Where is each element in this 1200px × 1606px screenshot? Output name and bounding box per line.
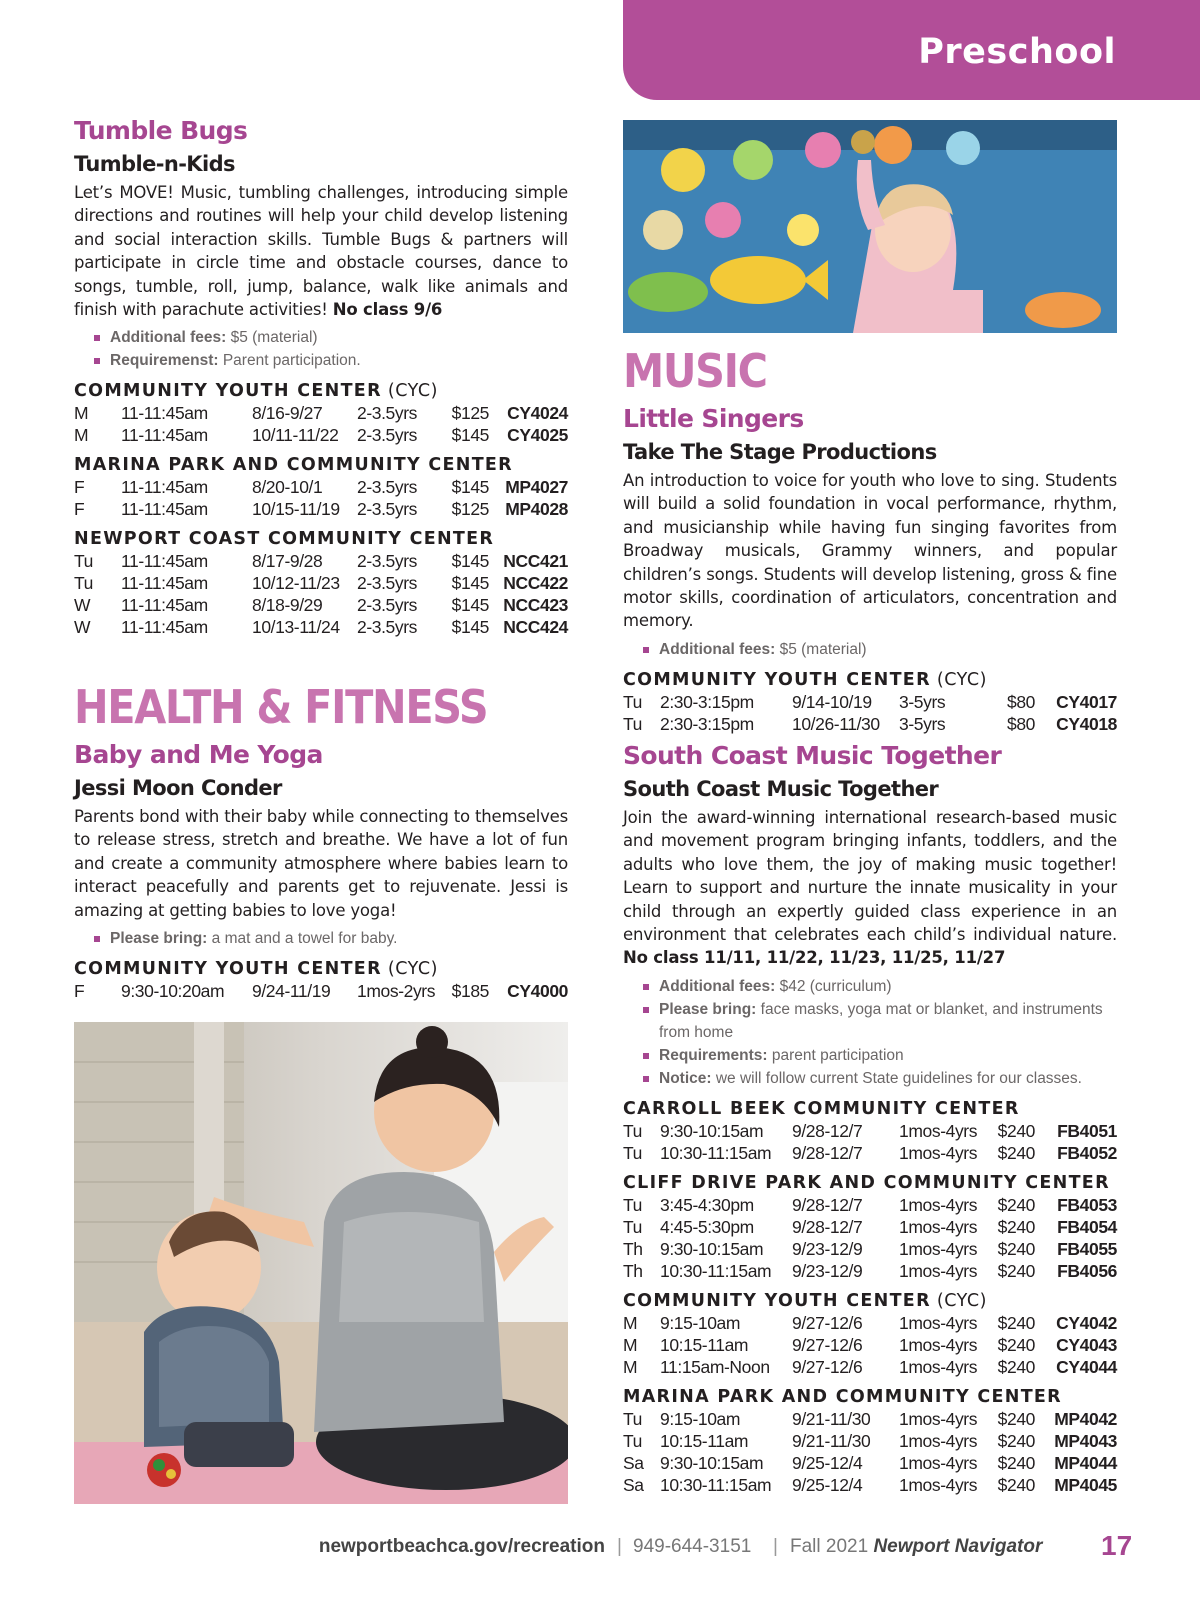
time-cell: 10:30-11:15am — [660, 1474, 772, 1495]
time-cell: 11-11:45am — [121, 477, 208, 498]
page-number: 17 — [1101, 1530, 1133, 1561]
course-code-cell[interactable]: CY4018 — [1056, 713, 1117, 734]
dates-cell: 9/25-12/4 — [792, 1474, 863, 1495]
day-cell: Th — [623, 1260, 643, 1281]
course-code-cell[interactable]: FB4055 — [1057, 1238, 1117, 1259]
schedule-row — [623, 1312, 1117, 1334]
class-title: Little Singers — [623, 404, 804, 433]
info-bullets — [92, 326, 568, 372]
location-heading: COMMUNITY YOUTH CENTER (CYC) — [74, 959, 438, 980]
schedule-group — [623, 669, 1117, 735]
dates-cell: 8/16-9/27 — [252, 403, 323, 424]
time-cell: 11-11:45am — [121, 551, 208, 572]
day-cell: F — [74, 477, 85, 498]
dates-cell: 9/24-11/19 — [252, 981, 331, 1002]
course-code-cell[interactable]: NCC424 — [503, 617, 568, 638]
course-code-cell[interactable]: MP4028 — [505, 499, 568, 520]
age-cell: 2-3.5yrs — [357, 403, 418, 424]
dates-cell: 9/21-11/30 — [792, 1408, 871, 1429]
schedule-table — [74, 980, 568, 1002]
day-cell: M — [74, 425, 89, 446]
section-tab — [623, 0, 1200, 100]
day-cell: Tu — [623, 1194, 642, 1215]
location-heading: CARROLL BEEK COMMUNITY CENTER — [623, 1098, 1020, 1119]
course-code-cell[interactable]: MP4042 — [1054, 1408, 1117, 1429]
page-footer — [0, 1532, 1200, 1562]
location-heading: COMMUNITY YOUTH CENTER (CYC) — [74, 381, 438, 402]
time-cell: 3:45-4:30pm — [660, 1194, 754, 1215]
class-description: Let’s MOVE! Music, tumbling challenges, introducing simple directions and routines will help your child develop listening and social interaction skills. Tumble Bugs & partners will participate in circle time and obstacle courses, dance to songs, tumble, roll, jump, balance, walk like animals and finish with parachute activities! No class 9/6 — [74, 183, 568, 320]
course-code-cell[interactable]: FB4054 — [1057, 1216, 1117, 1237]
course-code-cell[interactable]: CY4025 — [507, 425, 568, 446]
class-note: No class 11/11, 11/22, 11/23, 11/25, 11/27 — [623, 948, 1006, 968]
class-title: South Coast Music Together — [623, 741, 1002, 770]
fee-cell: $145 — [451, 595, 489, 616]
schedule-row — [623, 1408, 1117, 1430]
location-heading: MARINA PARK AND COMMUNITY CENTER — [623, 1386, 1062, 1407]
tumble-bugs-section — [74, 116, 568, 638]
day-cell: F — [74, 981, 85, 1002]
schedule-row — [623, 1452, 1117, 1474]
time-cell: 2:30-3:15pm — [660, 691, 754, 712]
day-cell: Tu — [623, 1142, 642, 1163]
course-code-cell[interactable]: CY4043 — [1056, 1334, 1117, 1355]
time-cell: 9:30-10:20am — [121, 981, 225, 1002]
age-cell: 3-5yrs — [899, 713, 946, 734]
schedule-row — [74, 594, 568, 616]
music-section — [623, 346, 1117, 735]
course-code-cell[interactable]: CY4042 — [1056, 1312, 1117, 1333]
dates-cell: 9/21-11/30 — [792, 1430, 871, 1451]
dates-cell: 9/28-12/7 — [792, 1194, 863, 1215]
age-cell: 1mos-4yrs — [899, 1260, 978, 1281]
time-cell: 10:30-11:15am — [660, 1260, 772, 1281]
age-cell: 1mos-4yrs — [899, 1120, 978, 1141]
dates-cell: 8/18-9/29 — [252, 595, 323, 616]
dates-cell: 8/20-10/1 — [252, 477, 323, 498]
age-cell: 2-3.5yrs — [357, 499, 418, 520]
info-bullet: Additional fees: $5 (material) — [92, 326, 568, 349]
footer-publication: Newport Navigator — [873, 1536, 1043, 1557]
day-cell: Tu — [623, 713, 642, 734]
course-code-cell[interactable]: NCC421 — [503, 551, 568, 572]
course-code-cell[interactable]: CY4017 — [1056, 691, 1117, 712]
schedule-row — [623, 1474, 1117, 1496]
fee-cell: $240 — [997, 1430, 1035, 1451]
age-cell: 2-3.5yrs — [357, 477, 418, 498]
schedule-row — [74, 980, 568, 1002]
day-cell: M — [623, 1356, 638, 1377]
fee-cell: $145 — [451, 551, 489, 572]
schedule-row — [74, 476, 568, 498]
fee-cell: $240 — [997, 1334, 1035, 1355]
health-fitness-section — [74, 682, 568, 1002]
schedule-table — [74, 476, 568, 520]
course-code-cell[interactable]: FB4052 — [1057, 1142, 1117, 1163]
dates-cell: 10/26-11/30 — [792, 713, 880, 734]
footer-separator: | — [773, 1536, 778, 1557]
day-cell: W — [74, 595, 91, 616]
time-cell: 11-11:45am — [121, 425, 208, 446]
course-code-cell[interactable]: FB4053 — [1057, 1194, 1117, 1215]
footer-phone: 949-644-3151 — [633, 1536, 752, 1557]
section-heading: MUSIC — [623, 344, 767, 398]
fee-cell: $240 — [997, 1408, 1035, 1429]
fee-cell: $125 — [451, 499, 489, 520]
schedule-group — [623, 1098, 1117, 1496]
fee-cell: $125 — [451, 403, 489, 424]
schedule-row — [74, 402, 568, 424]
fee-cell: $240 — [997, 1194, 1035, 1215]
info-bullet: Please bring: a mat and a towel for baby. — [92, 927, 568, 950]
schedule-row — [74, 424, 568, 446]
info-bullet: Additional fees: $5 (material) — [641, 638, 1117, 661]
dates-cell: 10/15-11/19 — [252, 499, 340, 520]
course-code-cell[interactable]: FB4056 — [1057, 1260, 1117, 1281]
day-cell: Tu — [623, 1430, 642, 1451]
age-cell: 1mos-4yrs — [899, 1194, 978, 1215]
location-heading: MARINA PARK AND COMMUNITY CENTER — [74, 455, 513, 476]
location-heading: CLIFF DRIVE PARK AND COMMUNITY CENTER — [623, 1172, 1110, 1193]
location-heading: COMMUNITY YOUTH CENTER (CYC) — [623, 669, 987, 690]
schedule-table — [74, 402, 568, 446]
info-bullets — [641, 975, 1117, 1090]
fee-cell: $80 — [1007, 691, 1035, 712]
location-heading: COMMUNITY YOUTH CENTER (CYC) — [623, 1290, 987, 1311]
schedule-row — [74, 616, 568, 638]
schedule-row — [623, 1334, 1117, 1356]
schedule-table — [623, 691, 1117, 735]
course-code-cell[interactable]: MP4027 — [505, 477, 568, 498]
fee-cell: $240 — [997, 1238, 1035, 1259]
age-cell: 1mos-4yrs — [899, 1216, 978, 1237]
age-cell: 1mos-4yrs — [899, 1142, 978, 1163]
age-cell: 2-3.5yrs — [357, 617, 418, 638]
dates-cell: 10/11-11/22 — [252, 425, 339, 446]
age-cell: 1mos-4yrs — [899, 1356, 978, 1377]
class-description: Parents bond with their baby while connecting to themselves to release stress, stretch and breathe. We have a lot of fun and create a community atmosphere where babies learn to interact peacefully and parents get to rejuvenate. Jessi is amazing at getting babies to love yoga! — [74, 807, 568, 920]
time-cell: 11:15am-Noon — [660, 1356, 770, 1377]
age-cell: 1mos-4yrs — [899, 1452, 978, 1473]
info-bullet: Please bring: face masks, yoga mat or blanket, and instruments from home — [641, 998, 1117, 1044]
course-code-cell[interactable]: CY4044 — [1056, 1356, 1117, 1377]
section-heading: HEALTH & FITNESS — [74, 680, 488, 734]
schedule-table — [623, 1194, 1117, 1282]
course-code-cell[interactable]: MP4043 — [1054, 1430, 1117, 1451]
dates-cell: 10/13-11/24 — [252, 617, 340, 638]
footer-season: Fall 2021 Newport Navigator — [790, 1536, 1043, 1557]
age-cell: 1mos-4yrs — [899, 1312, 978, 1333]
dates-cell: 9/27-12/6 — [792, 1312, 863, 1333]
schedule-table — [623, 1408, 1117, 1496]
info-bullet: Requiremenst: Parent participation. — [92, 349, 568, 372]
schedule-row — [623, 1216, 1117, 1238]
age-cell: 2-3.5yrs — [357, 425, 418, 446]
fee-cell: $145 — [451, 617, 489, 638]
schedule-row — [623, 1120, 1117, 1142]
section-tab-title: Preschool — [918, 32, 1116, 72]
fee-cell: $185 — [451, 981, 489, 1002]
age-cell: 1mos-4yrs — [899, 1430, 978, 1451]
age-cell: 1mos-4yrs — [899, 1474, 978, 1495]
time-cell: 9:15-10am — [660, 1408, 741, 1429]
fee-cell: $240 — [997, 1474, 1035, 1495]
dates-cell: 9/28-12/7 — [792, 1142, 863, 1163]
time-cell: 9:30-10:15am — [660, 1452, 764, 1473]
dates-cell: 8/17-9/28 — [252, 551, 323, 572]
schedule-table — [623, 1312, 1117, 1378]
class-provider: South Coast Music Together — [623, 777, 939, 801]
dates-cell: 9/27-12/6 — [792, 1356, 863, 1377]
day-cell: M — [623, 1312, 638, 1333]
class-provider: Tumble-n-Kids — [74, 152, 235, 176]
time-cell: 9:15-10am — [660, 1312, 741, 1333]
fee-cell: $145 — [451, 573, 489, 594]
fee-cell: $145 — [451, 477, 489, 498]
schedule-row — [74, 572, 568, 594]
time-cell: 11-11:45am — [121, 499, 208, 520]
fee-cell: $240 — [997, 1356, 1035, 1377]
course-code-cell[interactable]: MP4045 — [1054, 1474, 1117, 1495]
course-code-cell[interactable]: FB4051 — [1057, 1120, 1117, 1141]
fee-cell: $240 — [997, 1216, 1035, 1237]
dates-cell: 9/23-12/9 — [792, 1238, 863, 1259]
class-description: An introduction to voice for youth who love to sing. Students will build a solid foundation in vocal performance, rhythm, and musicianship while having fun singing favorites from Broadway musicals, Grammy winners, and popular children’s songs. Students will develop listening, gross & fine motor skills, coordination of articulators, concentration and memory. — [623, 471, 1117, 631]
info-bullet: Additional fees: $42 (curriculum) — [641, 975, 1117, 998]
time-cell: 11-11:45am — [121, 573, 208, 594]
schedule-table — [74, 550, 568, 638]
age-cell: 1mos-4yrs — [899, 1334, 978, 1355]
info-bullets — [641, 638, 1117, 661]
schedule-row — [74, 498, 568, 520]
fee-cell: $240 — [997, 1120, 1035, 1141]
day-cell: Sa — [623, 1452, 644, 1473]
dates-cell: 9/27-12/6 — [792, 1334, 863, 1355]
course-code-cell[interactable]: MP4044 — [1054, 1452, 1117, 1473]
time-cell: 9:30-10:15am — [660, 1238, 764, 1259]
footer-separator: | — [617, 1536, 622, 1557]
age-cell: 1mos-4yrs — [899, 1408, 978, 1429]
schedule-row — [623, 1238, 1117, 1260]
schedule-row — [623, 713, 1117, 735]
footer-url-link[interactable]: newportbeachca.gov/recreation — [318, 1536, 605, 1557]
fee-cell: $145 — [451, 425, 489, 446]
age-cell: 2-3.5yrs — [357, 573, 418, 594]
dates-cell: 9/23-12/9 — [792, 1260, 863, 1281]
day-cell: Th — [623, 1238, 643, 1259]
day-cell: Sa — [623, 1474, 644, 1495]
fee-cell: $240 — [997, 1260, 1035, 1281]
age-cell: 2-3.5yrs — [357, 595, 418, 616]
class-title: Tumble Bugs — [74, 116, 248, 145]
schedule-row — [623, 1430, 1117, 1452]
course-code-cell[interactable]: NCC422 — [503, 573, 568, 594]
day-cell: M — [623, 1334, 638, 1355]
age-cell: 1mos-2yrs — [357, 981, 436, 1002]
time-cell: 10:30-11:15am — [660, 1142, 772, 1163]
schedule-row — [74, 550, 568, 572]
day-cell: Tu — [74, 573, 93, 594]
course-code-cell[interactable]: NCC423 — [503, 595, 568, 616]
time-cell: 10:15-11am — [660, 1334, 749, 1355]
time-cell: 4:45-5:30pm — [660, 1216, 754, 1237]
time-cell: 2:30-3:15pm — [660, 713, 754, 734]
day-cell: Tu — [623, 691, 642, 712]
day-cell: Tu — [623, 1120, 642, 1141]
time-cell: 9:30-10:15am — [660, 1120, 764, 1141]
fee-cell: $240 — [997, 1452, 1035, 1473]
dates-cell: 9/28-12/7 — [792, 1216, 863, 1237]
time-cell: 11-11:45am — [121, 617, 208, 638]
schedule-row — [623, 1260, 1117, 1282]
schedule-group — [74, 380, 568, 638]
info-bullet: Notice: we will follow current State guidelines for our classes. — [641, 1067, 1117, 1090]
age-cell: 3-5yrs — [899, 691, 946, 712]
location-heading: NEWPORT COAST COMMUNITY CENTER — [74, 529, 495, 550]
course-code-cell[interactable]: CY4000 — [507, 981, 568, 1002]
class-provider: Take The Stage Productions — [623, 440, 937, 464]
dates-cell: 9/28-12/7 — [792, 1120, 863, 1141]
schedule-row — [623, 1142, 1117, 1164]
fee-cell: $240 — [997, 1142, 1035, 1163]
info-bullet: Requirements: parent participation — [641, 1044, 1117, 1067]
dates-cell: 10/12-11/23 — [252, 573, 340, 594]
time-cell: 11-11:45am — [121, 403, 208, 424]
schedule-group — [74, 958, 568, 1002]
fee-cell: $240 — [997, 1312, 1035, 1333]
time-cell: 11-11:45am — [121, 595, 208, 616]
yoga-photo — [74, 1022, 568, 1504]
info-bullets — [92, 927, 568, 950]
class-description: Join the award-winning international research-based music and movement program bringing infants, toddlers, and the adults who love them, the joy of making music together! Learn to support and nurture the innate musicality in your child through an expertly guided class experience in an environment that celebrates each child’s individual nature. No class 11/11, 11/22, 11/23, 11/25, 11/27 — [623, 808, 1117, 968]
music-photo — [623, 120, 1117, 333]
class-note: No class 9/6 — [332, 300, 443, 320]
day-cell: Tu — [623, 1408, 642, 1429]
time-cell: 10:15-11am — [660, 1430, 749, 1451]
fee-cell: $80 — [1007, 713, 1035, 734]
day-cell: F — [74, 499, 85, 520]
day-cell: W — [74, 617, 91, 638]
dates-cell: 9/14-10/19 — [792, 691, 872, 712]
day-cell: Tu — [623, 1216, 642, 1237]
music-together-section — [623, 741, 1117, 1496]
age-cell: 2-3.5yrs — [357, 551, 418, 572]
class-title: Baby and Me Yoga — [74, 740, 323, 769]
schedule-row — [623, 1194, 1117, 1216]
dates-cell: 9/25-12/4 — [792, 1452, 863, 1473]
schedule-row — [623, 1356, 1117, 1378]
schedule-table — [623, 1120, 1117, 1164]
class-provider: Jessi Moon Conder — [74, 776, 282, 800]
course-code-cell[interactable]: CY4024 — [507, 403, 568, 424]
age-cell: 1mos-4yrs — [899, 1238, 978, 1259]
schedule-row — [623, 691, 1117, 713]
day-cell: Tu — [74, 551, 93, 572]
day-cell: M — [74, 403, 89, 424]
